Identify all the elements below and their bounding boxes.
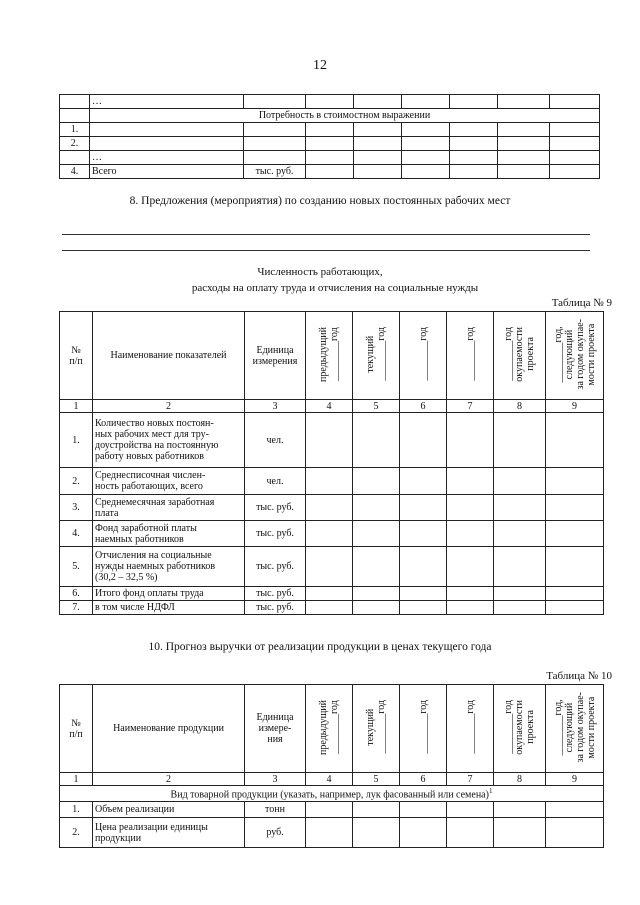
value-cell <box>354 165 402 179</box>
table-row <box>60 802 604 818</box>
header-unit-cell: Единица измерения <box>245 312 306 400</box>
vertical-header-text: предыдущий ________год <box>318 699 340 755</box>
vertical-header-text: ________год <box>464 700 476 754</box>
table-row <box>60 601 604 615</box>
row-unit-cell: тыс. руб. <box>245 521 306 547</box>
header-year-cell <box>353 312 400 400</box>
value-cell <box>498 95 550 109</box>
value-cell <box>400 818 447 848</box>
row-number-cell <box>60 95 90 109</box>
row-unit-cell: тыс. руб. <box>245 601 306 615</box>
value-cell <box>447 468 494 495</box>
value-cell <box>494 818 546 848</box>
value-cell <box>400 601 447 615</box>
header-year-cell <box>447 312 494 400</box>
row-name-cell: Отчисления на социальные нужды наемных работников (30,2 – 32,5 %) <box>93 547 245 587</box>
value-cell <box>354 137 402 151</box>
value-cell <box>306 137 354 151</box>
value-cell <box>546 413 604 468</box>
value-cell <box>494 547 546 587</box>
row-name-cell: Среднесписочная числен- ность работающих, всего <box>93 468 245 495</box>
row-name-cell: Итого фонд оплаты труда <box>93 587 245 601</box>
row-number-cell: 7. <box>60 601 93 615</box>
header-year-cell <box>353 685 400 773</box>
table10-label: Таблица № 10 <box>546 670 612 682</box>
column-number-cell: 3 <box>245 773 306 786</box>
header-num-cell: № п/п <box>60 312 93 400</box>
header-row <box>60 312 604 400</box>
vertical-header-text: ________год окупаемости проекта <box>503 326 536 382</box>
value-cell <box>400 495 447 521</box>
row-number-cell: 4. <box>60 521 93 547</box>
value-cell <box>306 95 354 109</box>
value-cell <box>447 495 494 521</box>
header-year-cell <box>306 685 353 773</box>
value-cell <box>550 123 600 137</box>
value-cell <box>306 802 353 818</box>
column-number-cell: 5 <box>353 773 400 786</box>
table9 <box>59 311 604 615</box>
value-cell <box>402 95 450 109</box>
value-cell <box>353 521 400 547</box>
table-row <box>60 468 604 495</box>
group-row <box>60 786 604 802</box>
vertical-header-text: текущий ________год <box>365 327 387 381</box>
row-name-cell: Фонд заработной платы наемных работников <box>93 521 245 547</box>
row-name-cell: … <box>90 95 244 109</box>
row-unit-cell: тыс. руб. <box>244 165 306 179</box>
value-cell <box>447 601 494 615</box>
table9-title-line2: расходы на оплату труда и отчисления на социальные нужды <box>191 282 479 294</box>
vertical-header-text: текущий ________год <box>365 700 387 754</box>
value-cell <box>546 601 604 615</box>
row-number-cell: 1. <box>60 123 90 137</box>
column-number-row <box>60 773 604 786</box>
value-cell <box>546 587 604 601</box>
table-row <box>60 818 604 848</box>
vertical-header-text: ________год <box>464 327 476 381</box>
column-number-cell: 7 <box>447 773 494 786</box>
value-cell <box>306 495 353 521</box>
proposal-line-1 <box>62 234 590 235</box>
table10 <box>59 684 604 848</box>
value-cell <box>450 95 498 109</box>
table-row <box>60 495 604 521</box>
value-cell <box>306 123 354 137</box>
table-row <box>60 413 604 468</box>
column-number-cell: 9 <box>546 773 604 786</box>
vertical-header-text: ________год, следующий за годом окупае- мости проекта <box>552 318 597 390</box>
column-number-cell: 7 <box>447 400 494 413</box>
table-row <box>60 123 600 137</box>
value-cell <box>353 468 400 495</box>
header-year-cell <box>546 312 604 400</box>
row-name-cell: Количество новых постоян- ных рабочих мест для тру- доустройства на постоянную работу новых работников <box>93 413 245 468</box>
row-name-cell: Среднемесячная заработная плата <box>93 495 245 521</box>
value-cell <box>550 95 600 109</box>
table-row <box>60 151 600 165</box>
value-cell <box>306 413 353 468</box>
row-name-cell: в том числе НДФЛ <box>93 601 245 615</box>
table-row <box>60 547 604 587</box>
value-cell <box>353 601 400 615</box>
row-name-cell: … <box>90 151 244 165</box>
value-cell <box>546 468 604 495</box>
value-cell <box>353 413 400 468</box>
header-num-cell: № п/п <box>60 685 93 773</box>
value-cell <box>353 495 400 521</box>
row-unit-cell: чел. <box>245 468 306 495</box>
column-number-cell: 3 <box>245 400 306 413</box>
vertical-header-text: ________год <box>417 327 429 381</box>
header-year-cell <box>447 685 494 773</box>
row-unit-cell <box>244 137 306 151</box>
row-unit-cell: чел. <box>245 413 306 468</box>
table9-title-line1: Численность работающих, <box>257 266 383 278</box>
value-cell <box>353 802 400 818</box>
header-name-cell: Наименование продукции <box>93 685 245 773</box>
value-cell <box>447 413 494 468</box>
value-cell <box>550 137 600 151</box>
row-number-cell <box>60 151 90 165</box>
column-number-cell: 2 <box>93 400 245 413</box>
value-cell <box>353 547 400 587</box>
column-number-cell: 5 <box>353 400 400 413</box>
header-year-cell <box>400 312 447 400</box>
row-number-cell: 4. <box>60 165 90 179</box>
value-cell <box>306 587 353 601</box>
header-name-cell: Наименование показателей <box>93 312 245 400</box>
table-row <box>60 109 600 123</box>
column-number-cell: 6 <box>400 773 447 786</box>
value-cell <box>550 151 600 165</box>
value-cell <box>546 547 604 587</box>
value-cell <box>494 587 546 601</box>
header-year-cell <box>546 685 604 773</box>
value-cell <box>450 151 498 165</box>
value-cell <box>400 468 447 495</box>
value-cell <box>354 95 402 109</box>
value-cell <box>498 165 550 179</box>
value-cell <box>494 413 546 468</box>
row-number-cell: 2. <box>60 137 90 151</box>
table-row <box>60 521 604 547</box>
vertical-header-text: ________год <box>417 700 429 754</box>
row-number-cell: 2. <box>60 468 93 495</box>
column-number-cell: 4 <box>306 773 353 786</box>
column-number-row <box>60 400 604 413</box>
value-cell <box>450 165 498 179</box>
column-number-cell: 6 <box>400 400 447 413</box>
value-cell <box>450 137 498 151</box>
top-table <box>59 94 600 179</box>
section10-title: 10. Прогноз выручки от реализации продукции в ценах текущего года <box>148 641 492 653</box>
value-cell <box>306 521 353 547</box>
value-cell <box>447 818 494 848</box>
footnote-mark: 1 <box>488 787 493 796</box>
header-row <box>60 685 604 773</box>
column-number-cell: 8 <box>494 400 546 413</box>
section8-title: 8. Предложения (мероприятия) по созданию новых постоянных рабочих мест <box>129 195 511 207</box>
header-year-cell <box>494 312 546 400</box>
value-cell <box>494 495 546 521</box>
value-cell <box>400 547 447 587</box>
value-cell <box>550 165 600 179</box>
vertical-header-text: предыдущий ________год <box>318 326 340 382</box>
value-cell <box>402 165 450 179</box>
table-cell <box>60 109 90 123</box>
group-row-cell <box>60 786 604 802</box>
value-cell <box>494 468 546 495</box>
value-cell <box>494 521 546 547</box>
value-cell <box>400 413 447 468</box>
value-cell <box>306 547 353 587</box>
proposal-line-2 <box>62 250 590 251</box>
value-cell <box>546 495 604 521</box>
row-unit-cell: тыс. руб. <box>245 547 306 587</box>
column-number-cell: 1 <box>60 773 93 786</box>
row-name-cell <box>90 123 244 137</box>
table-row <box>60 587 604 601</box>
row-number-cell: 1. <box>60 413 93 468</box>
value-cell <box>402 123 450 137</box>
header-year-cell <box>494 685 546 773</box>
section-span-cell: Потребность в стоимостном выражении <box>90 109 600 123</box>
value-cell <box>306 818 353 848</box>
value-cell <box>494 802 546 818</box>
value-cell <box>447 802 494 818</box>
page-number: 12 <box>313 58 327 73</box>
value-cell <box>498 137 550 151</box>
row-number-cell: 1. <box>60 802 93 818</box>
row-number-cell: 3. <box>60 495 93 521</box>
table-row <box>60 165 600 179</box>
value-cell <box>402 137 450 151</box>
row-unit-cell: тыс. руб. <box>245 495 306 521</box>
row-unit-cell: тыс. руб. <box>245 587 306 601</box>
value-cell <box>306 468 353 495</box>
column-number-cell: 2 <box>93 773 245 786</box>
value-cell <box>546 802 604 818</box>
column-number-cell: 9 <box>546 400 604 413</box>
row-unit-cell <box>244 95 306 109</box>
value-cell <box>498 123 550 137</box>
value-cell <box>402 151 450 165</box>
header-year-cell <box>306 312 353 400</box>
value-cell <box>494 601 546 615</box>
row-name-cell: Всего <box>90 165 244 179</box>
table9-label: Таблица № 9 <box>551 297 612 309</box>
row-name-cell: Объем реализации <box>93 802 245 818</box>
vertical-header-text: ________год окупаемости проекта <box>503 699 536 755</box>
row-name-cell <box>90 137 244 151</box>
row-unit-cell: тонн <box>245 802 306 818</box>
row-unit-cell: руб. <box>245 818 306 848</box>
row-unit-cell <box>244 123 306 137</box>
value-cell <box>306 151 354 165</box>
table-row <box>60 95 600 109</box>
row-number-cell: 5. <box>60 547 93 587</box>
value-cell <box>354 151 402 165</box>
value-cell <box>498 151 550 165</box>
value-cell <box>354 123 402 137</box>
value-cell <box>546 818 604 848</box>
value-cell <box>447 521 494 547</box>
value-cell <box>450 123 498 137</box>
value-cell <box>306 601 353 615</box>
value-cell <box>400 521 447 547</box>
value-cell <box>447 547 494 587</box>
column-number-cell: 4 <box>306 400 353 413</box>
vertical-header-text: ________год, следующий за годом окупае- мости проекта <box>552 691 597 763</box>
row-name-cell: Цена реализации единицы продукции <box>93 818 245 848</box>
value-cell <box>400 802 447 818</box>
column-number-cell: 1 <box>60 400 93 413</box>
header-year-cell <box>400 685 447 773</box>
row-number-cell: 2. <box>60 818 93 848</box>
row-unit-cell <box>244 151 306 165</box>
header-unit-cell: Единица измере- ния <box>245 685 306 773</box>
value-cell <box>353 818 400 848</box>
value-cell <box>306 165 354 179</box>
row-number-cell: 6. <box>60 587 93 601</box>
column-number-cell: 8 <box>494 773 546 786</box>
value-cell <box>353 587 400 601</box>
value-cell <box>400 587 447 601</box>
value-cell <box>546 521 604 547</box>
table-row <box>60 137 600 151</box>
group-row-text: Вид товарной продукции (указать, например, лук фасованный или семена) <box>170 789 489 801</box>
value-cell <box>447 587 494 601</box>
